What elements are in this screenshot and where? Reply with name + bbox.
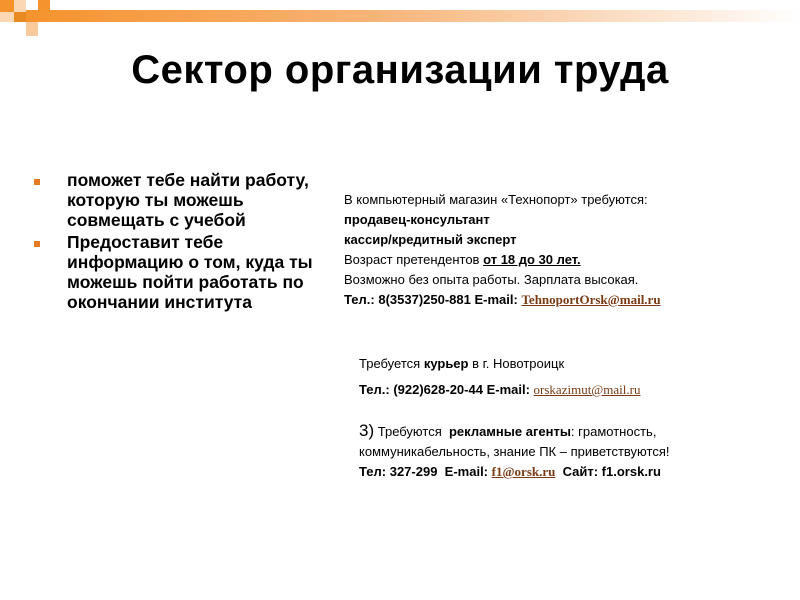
ad-contacts (344, 290, 661, 310)
decor-square (14, 0, 26, 12)
ad-prefix: Требуется (359, 356, 421, 371)
ad-position: продавец-консультант (344, 212, 490, 227)
list-item-text: поможет тебе найти работу, которую ты можешь совмещать с учебой (67, 170, 309, 230)
ad-intro (359, 421, 669, 442)
ad-location: в г. Новотроицк (472, 356, 565, 371)
square-bullet-icon (34, 179, 40, 185)
bullet-list (34, 170, 324, 314)
site-label: Сайт: f1.orsk.ru (562, 464, 661, 479)
age-value: от 18 до 30 лет. (483, 252, 581, 267)
decor-square (38, 0, 50, 10)
job-ad-promoters (359, 421, 669, 482)
ad-number: 3) (359, 421, 375, 440)
email-link[interactable]: f1@orsk.ru (491, 464, 556, 479)
decor-square (26, 22, 38, 36)
email-link[interactable]: TehnoportOrsk@mail.ru (521, 292, 661, 307)
job-ad-courier (359, 354, 640, 400)
ad-job: курьер (423, 356, 469, 371)
email-label: E-mail: (486, 382, 530, 397)
decor-square (14, 12, 26, 22)
ad-age-line (344, 250, 661, 270)
ad-requirements: : грамотность, (570, 424, 657, 439)
ad-intro: В компьютерный магазин «Технопорт» требуются: (344, 192, 648, 207)
email-label: E-mail: (474, 292, 518, 307)
ad-job: рекламные агенты (448, 424, 571, 439)
email-label: E-mail: (444, 464, 489, 479)
age-label: Возраст претендентов (344, 252, 480, 267)
ad-requirements: коммуникабельность, знание ПК – приветствуются! (359, 444, 670, 459)
ad-conditions: Возможно без опыта работы. Зарплата высокая. (344, 272, 639, 287)
square-bullet-icon (34, 241, 40, 247)
list-item (34, 232, 324, 312)
list-item (34, 170, 324, 230)
decor-square (0, 0, 14, 12)
ad-contacts (359, 462, 669, 482)
header-gradient-bar (26, 10, 800, 22)
email-link[interactable]: orskazimut@mail.ru (533, 382, 641, 397)
phone: Тел.: 8(3537)250-881 (344, 292, 471, 307)
decor-square (0, 12, 14, 22)
job-ad-tehnoport (344, 190, 661, 310)
phone: Тел.: (922)628-20-44 (359, 382, 483, 397)
ad-position: кассир/кредитный эксперт (344, 232, 517, 247)
phone: Тел: 327-299 (359, 464, 438, 479)
ad-prefix: Требуются (377, 424, 442, 439)
slide-title: Сектор организации труда (131, 48, 669, 92)
ad-contacts (359, 380, 640, 400)
ad-intro (359, 354, 640, 374)
list-item-text: Предоставит тебе информацию о том, куда ты можешь пойти работать по окончании института (67, 232, 313, 312)
